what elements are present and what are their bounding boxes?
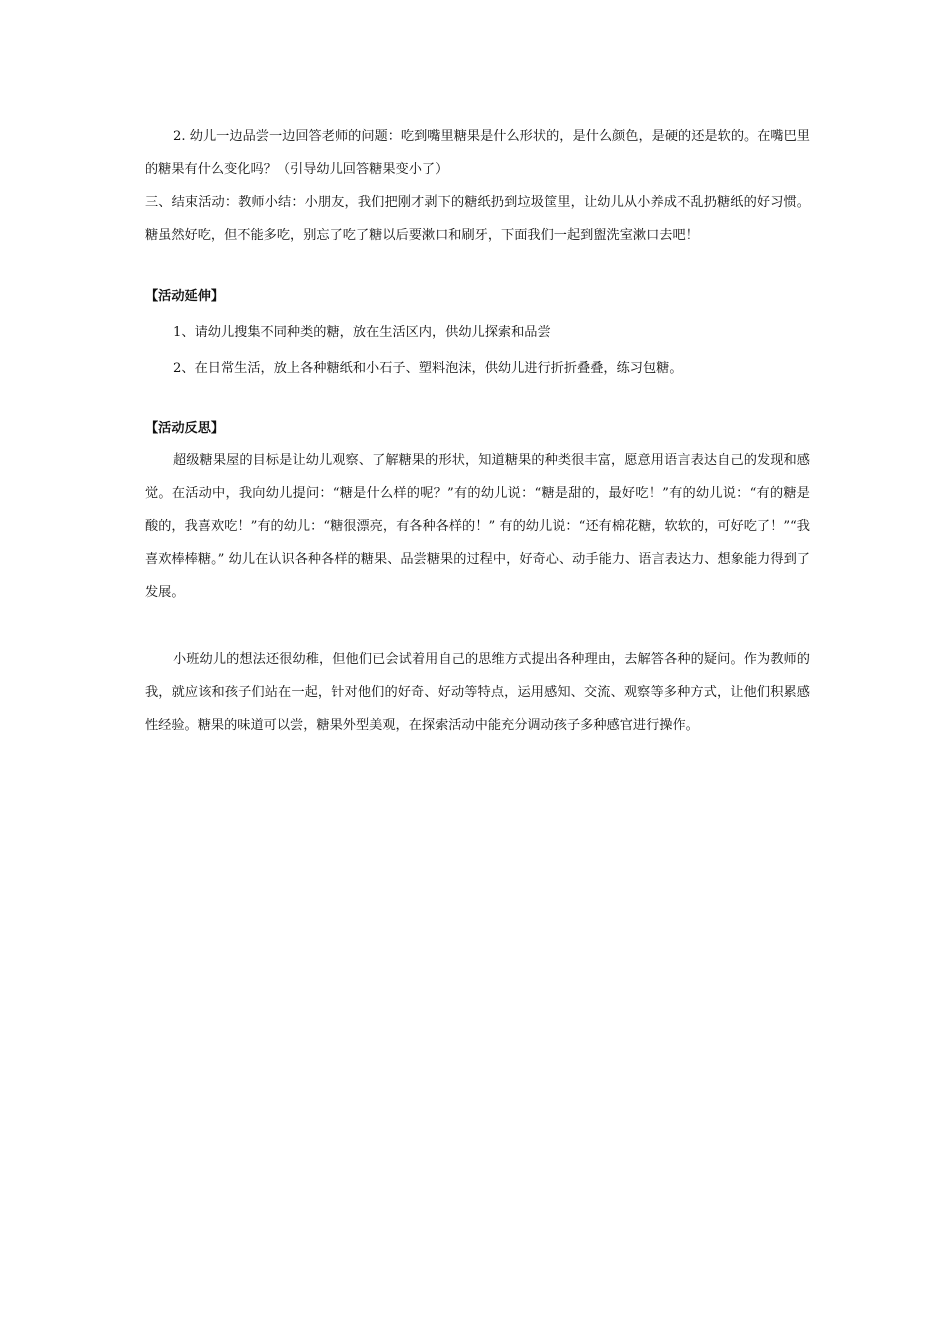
reflection-heading: 【活动反思】 [145,421,225,436]
document-page [145,120,810,742]
reflection-paragraph-2: 小班幼儿的想法还很幼稚，但他们已会试着用自己的思维方式提出各种理由，去解答各种的疑问。作为教师的我，就应该和孩子们站在一起，针对他们的好奇、好动等特点，运用感知、交流、观察等多种方式，让他们积累感性经验。糖果的味道可以尝，糖果外型美观，在探索活动中能充分调动孩子多种感官进行操作。 [145,652,810,733]
extension-item-2: 2、在日常生活，放上各种糖纸和小石子、塑料泡沫，供幼儿进行折折叠叠，练习包糖。 [173,361,683,376]
extension-item-1: 1、请幼儿搜集不同种类的糖，放在生活区内，供幼儿探索和品尝 [173,325,551,340]
reflection-paragraph-1: 超级糖果屋的目标是让幼儿观察、了解糖果的形状，知道糖果的种类很丰富，愿意用语言表达自己的发现和感觉。在活动中，我向幼儿提问：“糖是什么样的呢？”有的幼儿说：“糖是甜的，最好吃！”有的幼儿说：“有的糖是酸的，我喜欢吃！”有的幼儿：“糖很漂亮，有各种各样的！” 有的幼儿说：“还有棉花糖，软软的，可好吃了！”“我喜欢棒棒糖。” 幼儿在认识各种各样的糖果、品尝糖果的过程中，好奇心、动手能力、语言表达力、想象能力得到了发展。 [145,453,810,600]
closing-activity: 三、结束活动：教师小结：小朋友，我们把刚才剥下的糖纸扔到垃圾筐里，让幼儿从小养成不乱扔糖纸的好习惯。 糖虽然好吃，但不能多吃，别忘了吃了糖以后要漱口和刷牙，下面我们一起到盥洗室漱口去吧！ [145,195,810,243]
extension-heading: 【活动延伸】 [145,289,225,304]
step-item-2: 2. 幼儿一边品尝一边回答老师的问题：吃到嘴里糖果是什么形状的，是什么颜色，是硬的还是软的。在嘴巴里的糖果有什么变化吗？（引导幼儿回答糖果变小了） [145,129,810,177]
